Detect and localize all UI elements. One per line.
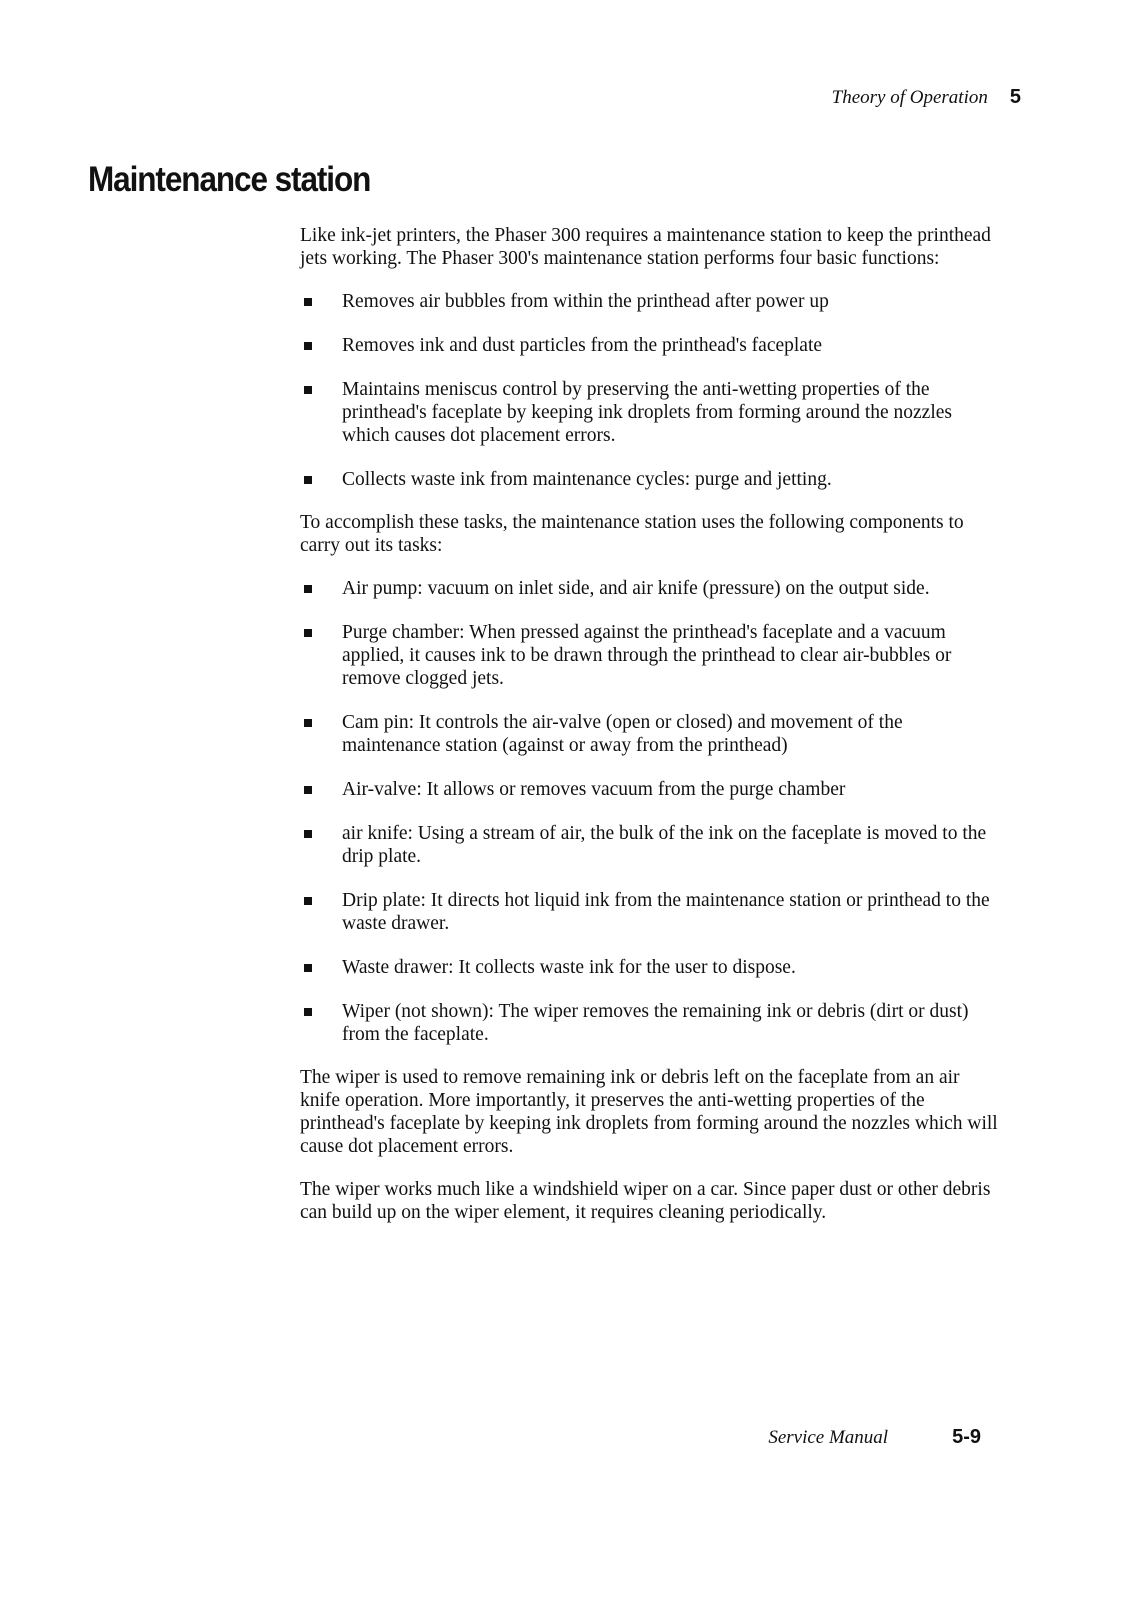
square-bullet-icon [304,476,312,484]
wiper-paragraph: The wiper is used to remove remaining ink or debris left on the faceplate from an air knife operation. More importantly, it preserves the anti-wetting properties of the printhead's faceplate by keeping ink droplets from forming around the nozzles which will cause dot placement errors. [300,1067,998,1157]
list-item-text: Removes ink and dust particles from the printhead's faceplate [342,335,823,356]
square-bullet-icon [304,386,312,394]
list-item [300,956,1000,979]
list-item-text: air knife: Using a stream of air, the bulk of the ink on the faceplate is moved to the drip plate. [342,823,987,867]
square-bullet-icon [304,964,312,972]
list-item-text: Collects waste ink from maintenance cycles: purge and jetting. [342,469,832,490]
square-bullet-icon [304,629,312,637]
square-bullet-icon [304,585,312,593]
list-item [300,290,1000,313]
square-bullet-icon [304,342,312,350]
list-item-text: Drip plate: It directs hot liquid ink from the maintenance station or printhead to the waste drawer. [342,890,990,934]
square-bullet-icon [304,897,312,905]
list-item-text: Air-valve: It allows or removes vacuum from the purge chamber [342,779,846,800]
square-bullet-icon [304,830,312,838]
square-bullet-icon [304,1008,312,1016]
list-item-text: Purge chamber: When pressed against the printhead's faceplate and a vacuum applied, it causes ink to be drawn through the printhead to clear air-bubbles or remove clogged jets. [342,622,952,689]
header-chapter-number: 5 [1009,86,1021,108]
intro-paragraph: Like ink-jet printers, the Phaser 300 requires a maintenance station to keep the printhead jets working. The Phaser 300's maintenance station performs four basic functions: [300,225,991,269]
header-section-title: Theory of Operation [831,87,988,108]
footer-manual-title: Service Manual [768,1427,889,1448]
list-item [300,378,1000,447]
list-item [300,334,1000,357]
list-item-text: Wiper (not shown): The wiper removes the remaining ink or debris (dirt or dust) from the faceplate. [342,1001,969,1045]
page-title: Maintenance station [88,160,371,199]
list-item-text: Waste drawer: It collects waste ink for the user to dispose. [342,957,796,978]
square-bullet-icon [304,786,312,794]
list-item [300,468,1000,491]
list-item [300,711,1000,757]
list-item [300,822,1000,868]
body-text [300,224,1000,1244]
functions-list [300,290,1000,491]
running-footer [768,1426,981,1449]
running-header [832,86,1021,109]
square-bullet-icon [304,719,312,727]
list-item [300,1000,1000,1046]
components-intro-paragraph: To accomplish these tasks, the maintenance station uses the following components to carry out its tasks: [300,512,964,556]
list-item-text: Cam pin: It controls the air-valve (open or closed) and movement of the maintenance station (against or away from the printhead) [342,712,903,756]
list-item [300,889,1000,935]
list-item-text: Air pump: vacuum on inlet side, and air knife (pressure) on the output side. [342,578,930,599]
list-item-text: Removes air bubbles from within the printhead after power up [342,291,829,312]
components-list [300,577,1000,1046]
list-item [300,577,1000,600]
page-number: 5-9 [952,1426,981,1448]
wiper-cleaning-paragraph: The wiper works much like a windshield wiper on a car. Since paper dust or other debris can build up on the wiper element, it requires cleaning periodically. [300,1179,991,1223]
square-bullet-icon [304,298,312,306]
list-item-text: Maintains meniscus control by preserving the anti-wetting properties of the printhead's faceplate by keeping ink droplets from forming around the nozzles which causes dot placement errors. [342,379,952,446]
list-item [300,621,1000,690]
list-item [300,778,1000,801]
